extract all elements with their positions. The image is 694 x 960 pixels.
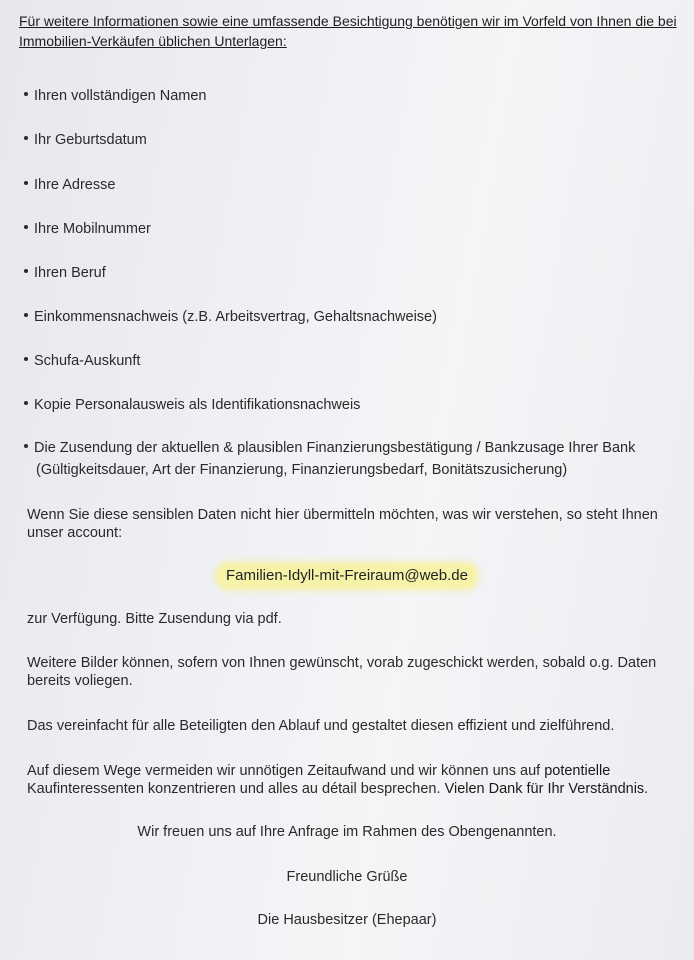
list-item: Kopie Personalausweis als Identifikationsnachweis	[24, 395, 674, 416]
avoid-effort-note: Auf diesem Wege vermeiden wir unnötigen Zeitaufwand und wir können uns auf potentielle Kaufinteressenten konzentrieren und alles au détail besprechen. Vielen Dank für Ihr Verständnis.	[27, 763, 649, 797]
list-item: Einkommensnachweis (z.B. Arbeitsvertrag, Gehaltsnachweise)	[24, 307, 674, 328]
signature-line: Die Hausbesitzer (Ehepaar)	[257, 912, 437, 928]
pdf-note: zur Verfügung. Bitte Zusendung via pdf.	[27, 611, 282, 627]
greeting-line: Freundliche Grüße	[286, 869, 408, 885]
sensitive-data-note: Wenn Sie diese sensiblen Daten nicht hier übermitteln möchten, was wir verstehen, so steht Ihnen unser account:	[27, 507, 658, 541]
bullet-icon	[24, 401, 28, 405]
bullet-icon	[24, 181, 28, 185]
list-item: Schufa-Auskunft	[24, 351, 674, 372]
contact-email[interactable]: Familien-Idyll-mit-Freiraum@web.de	[218, 564, 476, 588]
simplifies-note: Das vereinfacht für alle Beteiligten den Ablauf und gestaltet diesen effizient und zielführend.	[27, 718, 615, 734]
list-item: Ihre Mobilnummer	[24, 219, 674, 240]
bullet-icon	[24, 269, 28, 273]
looking-forward-line: Wir freuen uns auf Ihre Anfrage im Rahmen des Obengenannten.	[137, 824, 557, 840]
list-item: Ihren Beruf	[24, 263, 674, 284]
list-item: Ihr Geburtsdatum	[24, 130, 674, 151]
list-item: Ihren vollständigen Namen	[24, 86, 674, 107]
bullet-icon	[24, 92, 28, 96]
bullet-icon	[24, 225, 28, 229]
intro-heading: Für weitere Informationen sowie eine umfassende Besichtigung benötigen wir im Vorfeld von Ihnen die bei Immobilien-Verkäufen üblichen Unterlagen:	[19, 13, 677, 49]
bullet-icon	[24, 313, 28, 317]
bullet-icon	[24, 357, 28, 361]
more-pictures-note: Weitere Bilder können, sofern von Ihnen gewünscht, vorab zugeschickt werden, sobald o.g. Daten bereits voliegen.	[27, 655, 657, 689]
list-item: Die Zusendung der aktuellen & plausiblen Finanzierungsbestätigung / Bankzusage Ihrer Bank	[24, 438, 674, 459]
list-item: Ihre Adresse	[24, 175, 674, 196]
bullet-icon	[24, 444, 28, 448]
bullet-icon	[24, 136, 28, 140]
list-item-continuation: (Gültigkeitsdauer, Art der Finanzierung, Finanzierungsbedarf, Bonitätszusicherung)	[36, 462, 568, 478]
